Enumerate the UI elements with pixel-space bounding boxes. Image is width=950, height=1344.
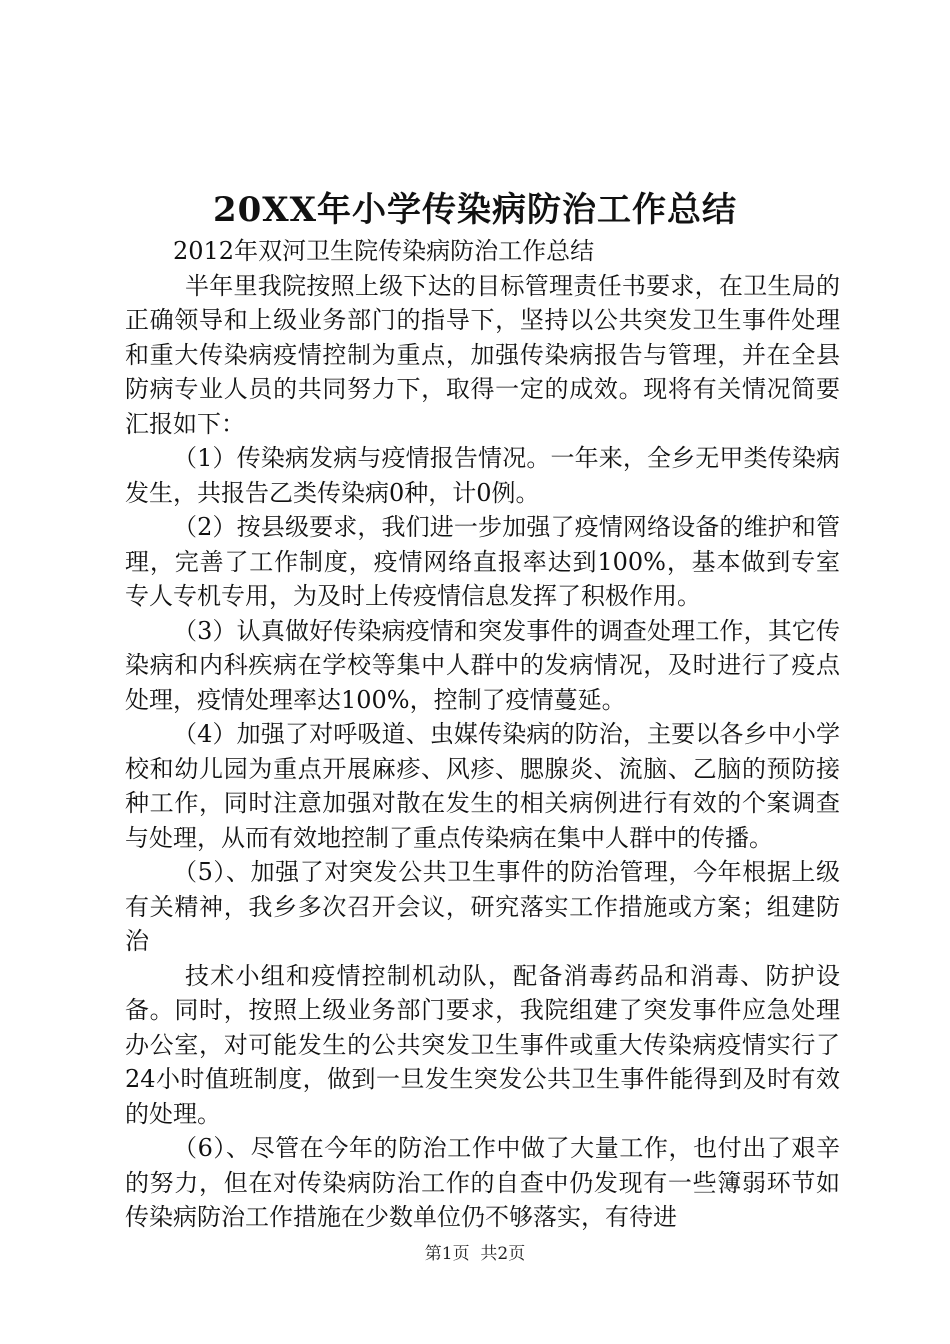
paragraph-intro: 半年里我院按照上级下达的目标管理责任书要求，在卫生局的正确领导和上级业务部门的指导下，坚持以公共突发卫生事件处理和重大传染病疫情控制为重点，加强传染病报告与管理，并在全县防病专业人员的共同努力下，取得一定的成效。现将有关情况简要汇报如下： xyxy=(125,271,840,438)
page-number-current: 第1页 xyxy=(424,1244,470,1264)
document-title: 20XX年小学传染病防治工作总结 xyxy=(212,190,738,230)
paragraph-item-5: （5）、加强了对突发公共卫生事件的防治管理，今年根据上级有关精神，我乡多次召开会议，研究落实工作措施或方案；组建防治 xyxy=(125,858,840,955)
paragraph-item-3: （3）认真做好传染病疫情和突发事件的调查处理工作，其它传染病和内科疾病在学校等集中人群中的发病情况，及时进行了疫点处理，疫情处理率达100%，控制了疫情蔓延。 xyxy=(125,616,840,714)
paragraph-item-6: （6）、尽管在今年的防治工作中做了大量工作，也付出了艰辛的努力，但在对传染病防治工作的自查中仍发现有一些簿弱环节如传染病防治工作措施在少数单位仍不够落实，有待进 xyxy=(125,1134,840,1231)
document-subtitle: 2012年双河卫生院传染病防治工作总结 xyxy=(173,237,595,265)
paragraph-item-1: （1）传染病发病与疫情报告情况。一年来，全乡无甲类传染病发生，共报告乙类传染病0种，计0例。 xyxy=(125,444,840,507)
page-footer xyxy=(0,1242,950,1266)
paragraph-item-5-continued: 技术小组和疫情控制机动队，配备消毒药品和消毒、防护设备。同时，按照上级业务部门要求，我院组建了突发事件应急处理办公室，对可能发生的公共突发卫生事件或重大传染病疫情实行了24小时值班制度，做到一旦发生突发公共卫生事件能得到及时有效的处理。 xyxy=(125,961,840,1128)
paragraph-item-2: （2）按县级要求，我们进一步加强了疫情网络设备的维护和管理，完善了工作制度，疫情网络直报率达到100%，基本做到专室专人专机专用，为及时上传疫情信息发挥了积极作用。 xyxy=(125,513,840,610)
footer-separator xyxy=(470,1244,481,1264)
page-number-total: 共2页 xyxy=(480,1244,526,1264)
paragraph-item-4: （4）加强了对呼吸道、虫媒传染病的防治，主要以各乡中小学校和幼儿园为重点开展麻疹、风疹、腮腺炎、流脑、乙脑的预防接种工作，同时注意加强对散在发生的相关病例进行有效的个案调查与处理，从而有效地控制了重点传染病在集中人群中的传播。 xyxy=(125,720,840,852)
document-body xyxy=(125,234,840,1235)
